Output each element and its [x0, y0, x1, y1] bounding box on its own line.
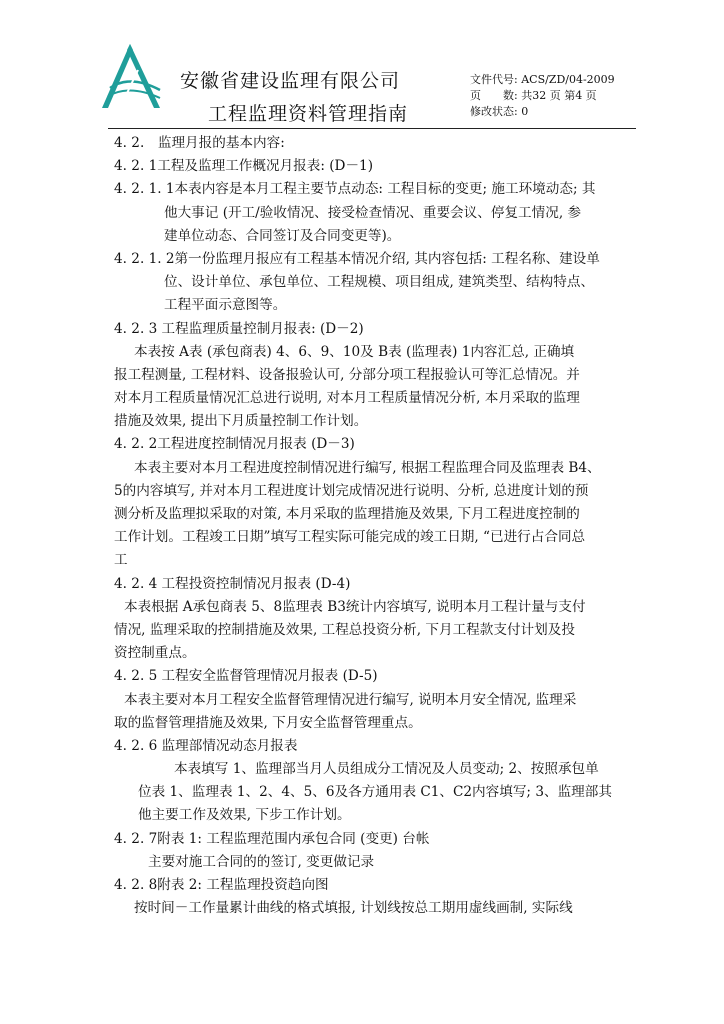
- paragraph-line: 测分析及监理拟采取的对策, 本月采取的监理措施及效果, 下月工程进度控制的: [114, 506, 580, 522]
- section-heading: 4. 2. 3 工程监理质量控制月报表: (D－2): [114, 320, 364, 337]
- paragraph-line: 对本月工程质量情况汇总进行说明, 对本月工程质量情况分析, 本月采取的监理: [114, 390, 580, 407]
- paragraph-line: 取的监督管理措施及效果, 下月安全监督管理重点。: [114, 714, 422, 731]
- document-title: 工程监理资料管理指南: [208, 103, 409, 125]
- paragraph-line: 报工程测量, 工程材料、设备报验认可, 分部分项工程报验认可等汇总情况。并: [114, 366, 580, 383]
- section-heading: 4. 2. 5 工程安全监督管理情况月报表 (D-5): [114, 668, 378, 685]
- paragraph-line: 他主要工作及效果, 下步工作计划。: [138, 807, 351, 824]
- section-heading: 4. 2. 7附表 1: 工程监理范围内承包合同 (变更) 台帐: [114, 830, 430, 847]
- paragraph-line: 主要对施工合同的的签订, 变更做记录: [148, 853, 375, 870]
- paragraph-line: 位、设计单位、承包单位、工程规模、项目组成, 建筑类型、结构特点、: [164, 274, 595, 291]
- paragraph-line: 4. 2. 1. 1本表内容是本月工程主要节点动态: 工程目标的变更; 施工环境动态; 其: [114, 181, 596, 198]
- paragraph-line: 本表按 A表 (承包商表) 4、6、9、10及 B表 (监理表) 1内容汇总, 正确填: [134, 343, 575, 360]
- paragraph-line: 工程平面示意图等。: [164, 297, 287, 314]
- paragraph-line: 措施及效果, 提出下月质量控制工作计划。: [114, 413, 368, 430]
- paragraph-line: 情况, 监理采取的控制措施及效果, 工程总投资分析, 下月工程款支付计划及投: [114, 621, 575, 638]
- company-logo-icon: [100, 40, 162, 110]
- paragraph-line: 本表主要对本月工程进度控制情况进行编写, 根据工程监理合同及监理表 B4、: [134, 459, 601, 476]
- paragraph-line: 4. 2. 1. 2第一份监理月报应有工程基本情况介绍, 其内容包括: 工程名称、建设单: [114, 250, 600, 267]
- section-heading: 4. 2. 1工程及监理工作概况月报表: (D－1): [114, 158, 374, 175]
- section-heading: 4. 2. 监理月报的基本内容:: [114, 135, 285, 151]
- paragraph-line: 建单位动态、合同签订及合同变更等)。: [164, 227, 401, 244]
- page-count: 页 数: 共32 页 第4 页: [470, 89, 597, 102]
- document-meta: [470, 72, 615, 120]
- paragraph-line: 资控制重点。: [114, 645, 196, 662]
- paragraph-line: 他大事记 (开工/验收情况、接受检查情况、重要会议、停复工情况, 参: [164, 204, 582, 221]
- paragraph-line: 按时间－工作量累计曲线的格式填报, 计划线按总工期用虚线画制, 实际线: [134, 900, 573, 917]
- header-divider: [108, 128, 636, 129]
- paragraph-line: 本表填写 1、监理部当月人员组成分工情况及人员变动; 2、按照承包单: [174, 761, 599, 778]
- section-heading: 4. 2. 4 工程投资控制情况月报表 (D-4): [114, 575, 351, 592]
- paragraph-line: 工作计划。工程竣工日期”填写工程实际可能完成的竣工日期, “已进行占合同总: [114, 529, 586, 546]
- company-name: 安徽省建设监理有限公司: [180, 70, 401, 92]
- paragraph-line: 本表根据 A承包商表 5、8监理表 B3统计内容填写, 说明本月工程计量与支付: [124, 598, 586, 615]
- doc-code: 文件代号: ACS/ZD/04-2009: [470, 73, 615, 86]
- paragraph-line: 工: [114, 552, 128, 569]
- section-heading: 4. 2. 8附表 2: 工程监理投资趋向图: [114, 877, 329, 893]
- paragraph-line: 5的内容填写, 并对本月工程进度计划完成情况进行说明、分析, 总进度计划的预: [114, 482, 589, 499]
- section-heading: 4. 2. 2工程进度控制情况月报表 (D－3): [114, 436, 355, 453]
- paragraph-line: 位表 1、监理表 1、2、4、5、6及各方通用表 C1、C2内容填写; 3、监理部其: [138, 784, 612, 801]
- paragraph-line: 本表主要对本月工程安全监督管理情况进行编写, 说明本月安全情况, 监理采: [124, 691, 577, 708]
- section-heading: 4. 2. 6 监理部情况动态月报表: [114, 737, 298, 754]
- document-body: [114, 132, 634, 920]
- revision-status: 修改状态: 0: [470, 105, 529, 118]
